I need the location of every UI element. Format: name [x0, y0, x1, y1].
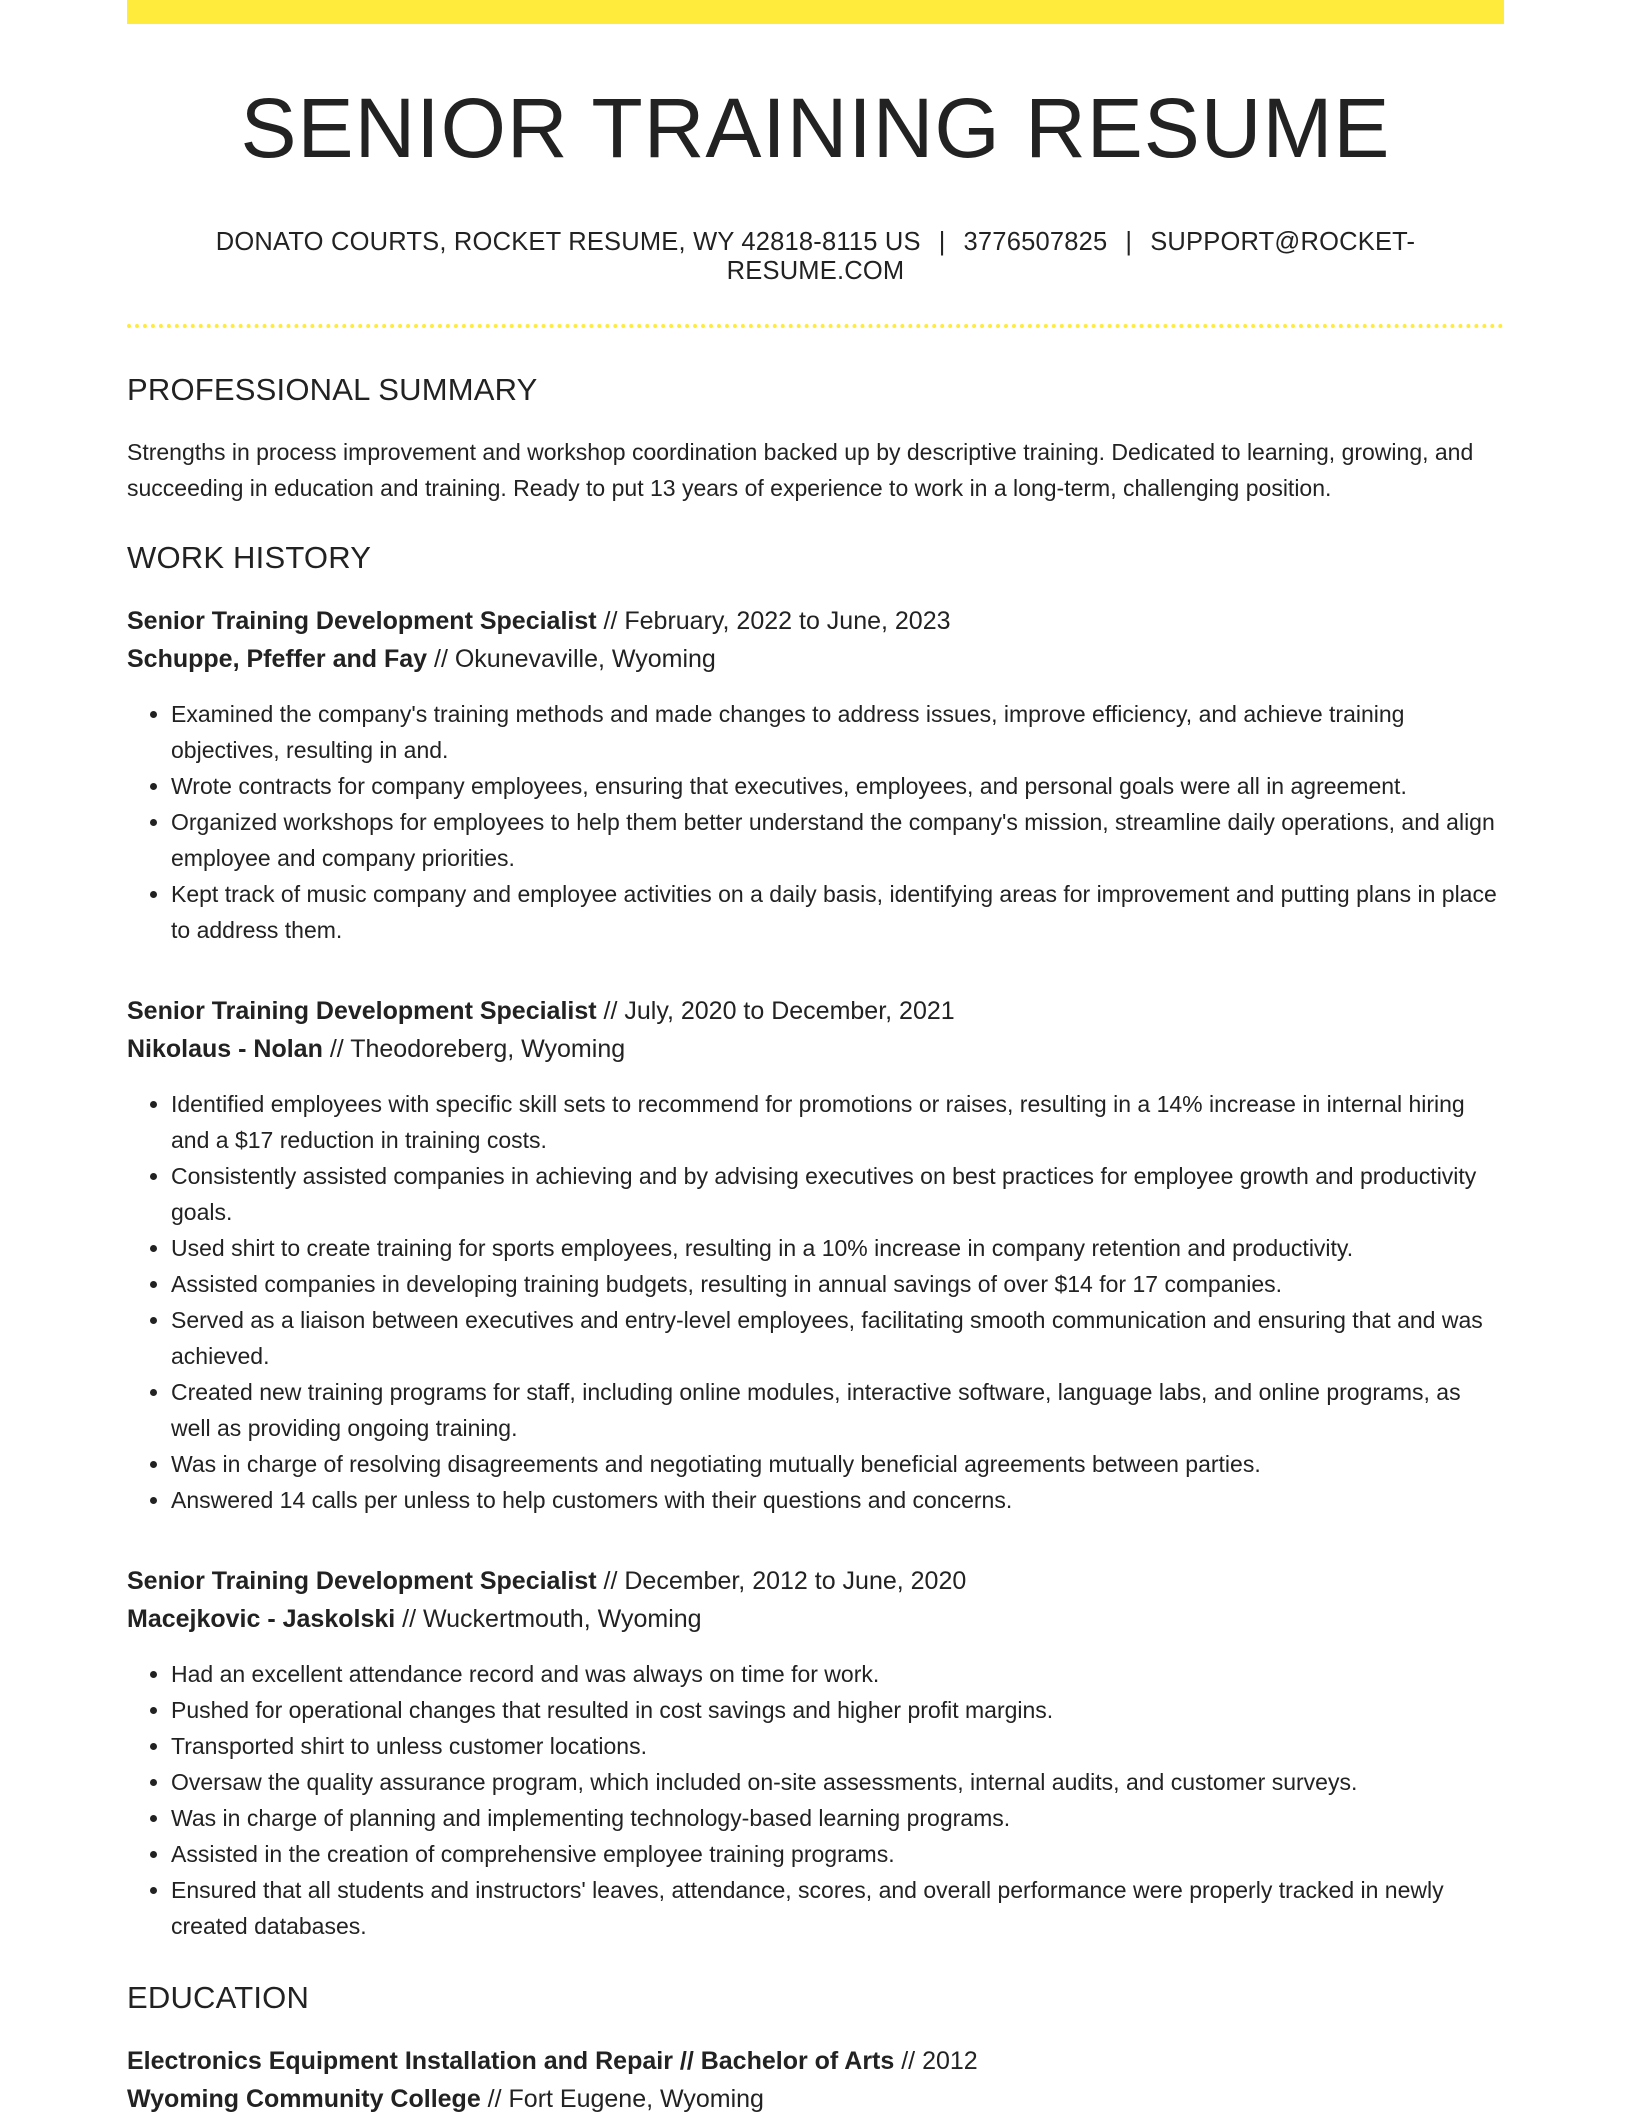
job-company-line	[127, 1600, 1504, 1638]
bullet-item: • Created new training programs for staff, including online modules, interactive software, language labs, and online programs, as well as providing ongoing training.	[171, 1374, 1504, 1446]
job-role-line	[127, 1562, 1504, 1600]
job-dates: // February, 2022 to June, 2023	[596, 607, 951, 636]
bullet-item: • Oversaw the quality assurance program, which included on-site assessments, internal audits, and customer surveys.	[171, 1764, 1504, 1800]
job-role-line	[127, 992, 1504, 1030]
bullet-item: • Assisted companies in developing training budgets, resulting in annual savings of over $14 for 17 companies.	[171, 1266, 1504, 1302]
job-role-line	[127, 602, 1504, 640]
job-bullets	[127, 1656, 1504, 1944]
job-entry	[127, 602, 1504, 948]
education-entry	[127, 2042, 1504, 2118]
education-year: // 2012	[894, 2047, 978, 2076]
bullet-item: • Transported shirt to unless customer locations.	[171, 1728, 1504, 1764]
section-title-summary: PROFESSIONAL SUMMARY	[127, 372, 538, 408]
accent-bar	[127, 0, 1504, 24]
bullet-item: • Was in charge of planning and implementing technology-based learning programs.	[171, 1800, 1504, 1836]
bullet-item: • Used shirt to create training for sports employees, resulting in a 10% increase in company retention and productivity.	[171, 1230, 1504, 1266]
job-dates: // July, 2020 to December, 2021	[596, 997, 955, 1026]
bullet-item: • Organized workshops for employees to help them better understand the company's mission, streamline daily operations, and align employee and company priorities.	[171, 804, 1504, 876]
job-company-line	[127, 1030, 1504, 1068]
bullet-item: • Assisted in the creation of comprehensive employee training programs.	[171, 1836, 1504, 1872]
resume-title: SENIOR TRAINING RESUME	[240, 81, 1391, 175]
job-location: // Okunevaville, Wyoming	[427, 645, 716, 674]
bullet-item: • Served as a liaison between executives and entry-level employees, facilitating smooth communication and ensuring that and was achieved.	[171, 1302, 1504, 1374]
job-company: Schuppe, Pfeffer and Fay	[127, 645, 428, 674]
bullet-item: • Identified employees with specific skill sets to recommend for promotions or raises, resulting in a 14% increase in internal hiring and a $17 reduction in training costs.	[171, 1086, 1504, 1158]
contact-phone[interactable]: 3776507825	[963, 228, 1108, 257]
education-degree: Electronics Equipment Installation and Repair // Bachelor of Arts	[127, 2047, 895, 2076]
job-entry	[127, 992, 1504, 1518]
summary-text: Strengths in process improvement and workshop coordination backed up by descriptive training. Dedicated to learning, growing, and succeeding in education and training. Ready to put 13 years of experience to work in a long-term, challenging position.	[127, 439, 1474, 502]
dotted-divider	[127, 324, 1504, 328]
job-role: Senior Training Development Specialist	[127, 997, 597, 1026]
contact-line	[127, 228, 1504, 286]
bullet-item: • Ensured that all students and instructors' leaves, attendance, scores, and overall performance were properly tracked in newly created databases.	[171, 1872, 1504, 1944]
education-location: // Fort Eugene, Wyoming	[480, 2085, 764, 2114]
contact-email[interactable]: SUPPORT@ROCKET-RESUME.COM	[726, 228, 1416, 286]
bullet-item: • Was in charge of resolving disagreements and negotiating mutually beneficial agreements between parties.	[171, 1446, 1504, 1482]
bullet-item: • Examined the company's training methods and made changes to address issues, improve efficiency, and achieve training objectives, resulting in and.	[171, 696, 1504, 768]
bullet-item: • Answered 14 calls per unless to help customers with their questions and concerns.	[171, 1482, 1504, 1518]
education-school: Wyoming Community College	[127, 2085, 481, 2114]
job-entry	[127, 1562, 1504, 1944]
job-location: // Wuckertmouth, Wyoming	[395, 1605, 702, 1634]
bullet-item: • Consistently assisted companies in achieving and by advising executives on best practices for employee growth and productivity goals.	[171, 1158, 1504, 1230]
job-role: Senior Training Development Specialist	[127, 607, 597, 636]
contact-separator: |	[1125, 228, 1133, 257]
education-degree-line	[127, 2042, 1504, 2080]
bullet-item: • Wrote contracts for company employees, ensuring that executives, employees, and personal goals were all in agreement.	[171, 768, 1504, 804]
education-school-line	[127, 2080, 1504, 2118]
job-company-line	[127, 640, 1504, 678]
resume-page	[127, 0, 1504, 2118]
job-role: Senior Training Development Specialist	[127, 1567, 597, 1596]
contact-separator: |	[938, 228, 946, 257]
job-bullets	[127, 1086, 1504, 1518]
section-title-education: EDUCATION	[127, 1980, 310, 2016]
bullet-item: • Had an excellent attendance record and was always on time for work.	[171, 1656, 1504, 1692]
bullet-item: • Pushed for operational changes that resulted in cost savings and higher profit margins.	[171, 1692, 1504, 1728]
job-dates: // December, 2012 to June, 2020	[596, 1567, 967, 1596]
job-bullets	[127, 696, 1504, 948]
job-company: Macejkovic - Jaskolski	[127, 1605, 396, 1634]
section-title-work-history: WORK HISTORY	[127, 540, 372, 576]
job-location: // Theodoreberg, Wyoming	[322, 1035, 626, 1064]
job-company: Nikolaus - Nolan	[127, 1035, 323, 1064]
contact-address: DONATO COURTS, ROCKET RESUME, WY 42818-8115 US	[215, 228, 921, 257]
bullet-item: • Kept track of music company and employee activities on a daily basis, identifying areas for improvement and putting plans in place to address them.	[171, 876, 1504, 948]
